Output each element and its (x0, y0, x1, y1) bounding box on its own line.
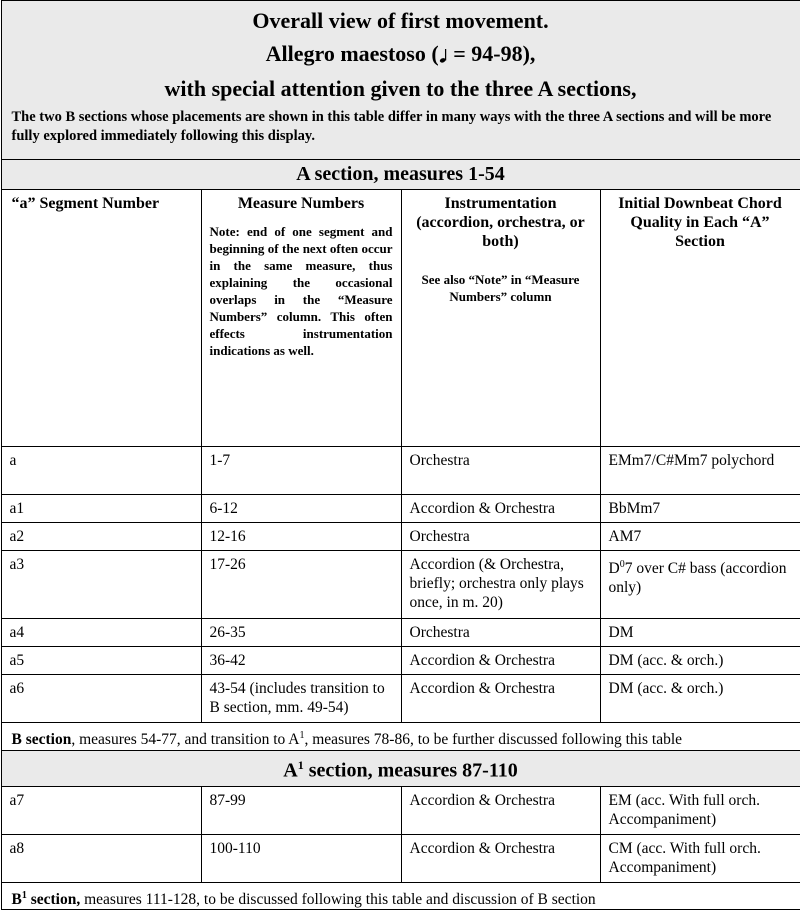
measures-cell: 43-54 (includes transition to B section, mm. 49-54) (201, 675, 401, 723)
title-line-3: with special attention given to the three A sections, (2, 68, 800, 103)
measures-cell: 87-99 (201, 786, 401, 834)
title-block (1, 1, 800, 160)
segment-cell: a3 (1, 551, 201, 619)
quarter-note-icon (439, 49, 448, 63)
instrumentation-cell: Accordion & Orchestra (401, 786, 600, 834)
b1-superscript: 1 (22, 890, 27, 901)
chord-superscript: 0 (620, 559, 625, 570)
header-measure-label: Measure Numbers (208, 194, 395, 213)
header-measure-note: Note: end of one segment and beginning of the next often occur in the same measure, thus explaining the occasional overlaps in the “Measure Numbers” column. This often effects instrumentation indications as well. (208, 223, 395, 359)
chord-cell: BbMm7 (600, 495, 800, 523)
instrumentation-cell: Accordion & Orchestra (401, 495, 600, 523)
header-segment-label: “a” Segment Number (12, 194, 195, 213)
header-instrumentation-note: See also “Note” in “Measure Numbers” column (408, 271, 594, 305)
b1-label-text: section, (27, 891, 80, 908)
table-row (1, 495, 800, 523)
chord-cell: DM (acc. & orch.) (600, 647, 800, 675)
segment-cell: a1 (1, 495, 201, 523)
measures-cell: 26-35 (201, 619, 401, 647)
chord-cell (600, 551, 800, 619)
measures-cell: 1-7 (201, 447, 401, 495)
segment-cell: a4 (1, 619, 201, 647)
instrumentation-cell: Accordion & Orchestra (401, 834, 600, 882)
table-row (1, 786, 800, 834)
b-section-text-end: , measures 78-86, to be further discussed following this table (305, 731, 683, 748)
chord-root: D (609, 560, 620, 577)
segment-cell: a5 (1, 647, 201, 675)
table-row (1, 619, 800, 647)
measures-cell: 12-16 (201, 523, 401, 551)
chord-cell: AM7 (600, 523, 800, 551)
table-row (1, 647, 800, 675)
chord-cell: EM (acc. With full orch. Accompaniment) (600, 786, 800, 834)
b-section-row (1, 723, 800, 751)
b1-section-row (1, 882, 800, 909)
chord-cell: EMm7/C#Mm7 polychord (600, 447, 800, 495)
tempo-value: = 94-98), (448, 41, 536, 66)
header-segment-number (1, 190, 201, 447)
measures-cell: 17-26 (201, 551, 401, 619)
table-row (1, 551, 800, 619)
chord-cell: CM (acc. With full orch. Accompaniment) (600, 834, 800, 882)
tempo-label: Allegro maestoso ( (266, 41, 439, 66)
table-row (1, 523, 800, 551)
instrumentation-cell: Accordion & Orchestra (401, 647, 600, 675)
title-line-1: Overall view of first movement. (2, 1, 800, 35)
movement-table (1, 0, 800, 910)
header-instrumentation (401, 190, 600, 447)
b-sections-note: The two B sections whose placements are shown in this table differ in many ways with the three A sections and will be more fully explored immediately following this display. (2, 103, 800, 146)
section-a1-text: section, measures 87-110 (304, 760, 518, 782)
header-instrumentation-label: Instrumentation (accordion, orchestra, or both) (408, 194, 594, 251)
table-row (1, 834, 800, 882)
section-a-heading: A section, measures 1-54 (1, 160, 800, 190)
measures-cell: 100-110 (201, 834, 401, 882)
instrumentation-cell: Accordion (& Orchestra, briefly; orchestra only plays once, in m. 20) (401, 551, 600, 619)
b-section-superscript: 1 (300, 730, 305, 741)
title-line-2 (2, 35, 800, 68)
chord-cell: DM (600, 619, 800, 647)
segment-cell: a (1, 447, 201, 495)
header-chord-label: Initial Downbeat Chord Quality in Each “A” Section (607, 194, 794, 251)
b-section-label: B section (12, 731, 72, 748)
instrumentation-cell: Orchestra (401, 523, 600, 551)
instrumentation-cell: Orchestra (401, 619, 600, 647)
b1-section-text: measures 111-128, to be discussed following this table and discussion of B section (80, 891, 595, 908)
chord-cell: DM (acc. & orch.) (600, 675, 800, 723)
table-row (1, 675, 800, 723)
chord-rest: 7 over C# bass (accordion only) (609, 560, 787, 596)
b1-letter: B (12, 891, 22, 908)
measures-cell: 36-42 (201, 647, 401, 675)
segment-cell: a7 (1, 786, 201, 834)
instrumentation-cell: Accordion & Orchestra (401, 675, 600, 723)
segment-cell: a8 (1, 834, 201, 882)
section-a1-superscript: 1 (298, 758, 304, 772)
segment-cell: a6 (1, 675, 201, 723)
section-a1-heading (1, 751, 800, 787)
table-row (1, 447, 800, 495)
header-chord-quality (600, 190, 800, 447)
instrumentation-cell: Orchestra (401, 447, 600, 495)
b1-section-label (12, 891, 81, 908)
segment-cell: a2 (1, 523, 201, 551)
header-measure-numbers (201, 190, 401, 447)
b-section-text: , measures 54-77, and transition to A (71, 731, 299, 748)
measures-cell: 6-12 (201, 495, 401, 523)
section-a1-letter: A (283, 760, 297, 782)
